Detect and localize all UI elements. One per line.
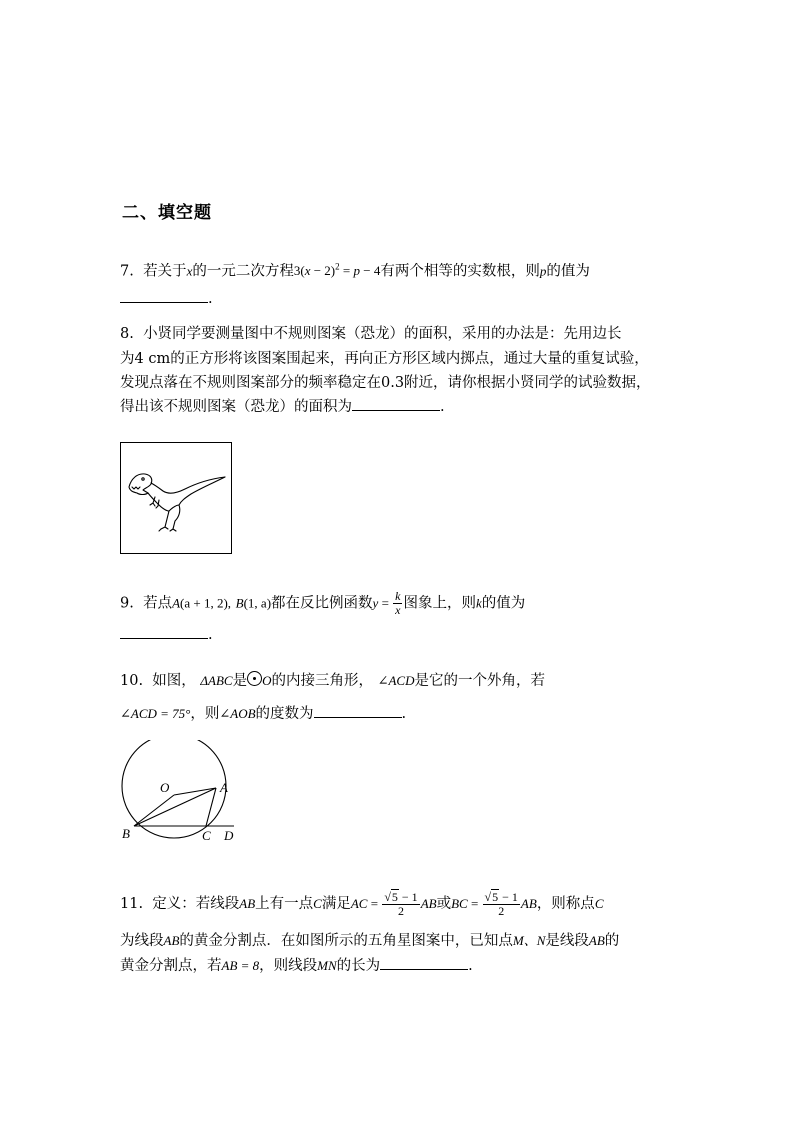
q10-text: ，则: [190, 706, 220, 722]
equation: $3(x - 2)^2 = p - 4$: [293, 262, 381, 279]
angle-label: ∠AOB: [219, 706, 256, 721]
question-7-line-2: [120, 288, 213, 310]
separator: ,: [227, 595, 232, 611]
fraction: $\frac{k}{x}$: [395, 589, 401, 617]
answer-blank[interactable]: [120, 288, 208, 303]
q11-text: ，则称点: [536, 896, 595, 912]
question-8-line-2: 为4 cm的正方形将该图案围起来，再向正方形区域内掷点，通过大量的重复试验，: [120, 351, 649, 367]
period: .: [208, 627, 213, 643]
segment-label: AB: [163, 933, 180, 948]
q9-text: 图象上，则: [403, 595, 476, 612]
point-label: C: [594, 896, 604, 911]
segment-ba: [134, 788, 216, 826]
q11-text: 的黄金分割点．在如图所示的五角星图案中，已知点: [179, 933, 513, 949]
section-title: 二、填空题: [122, 203, 212, 223]
equals: =: [467, 896, 482, 911]
question-11-line-3: [120, 955, 473, 977]
segment-label: BC: [451, 896, 468, 911]
question-number: 8.: [120, 326, 134, 342]
question-11-line-1: [120, 890, 603, 918]
math-var: x: [186, 263, 193, 279]
question-number: 9.: [120, 595, 134, 612]
segment-label: AB: [520, 896, 537, 911]
q10-text: 的内接三角形，: [271, 673, 373, 689]
q7-text: 有两个相等的实数根，则: [380, 263, 540, 280]
q8-text: 得出该不规则图案（恐龙）的面积为: [120, 399, 352, 415]
segment-label: AB: [239, 896, 256, 911]
math-var: p: [539, 263, 547, 279]
q7-text: 若关于: [143, 263, 187, 280]
period: .: [208, 291, 213, 307]
segment-label: AC: [350, 896, 368, 911]
label-b: B: [122, 826, 130, 841]
q9-text: 若点: [143, 595, 173, 612]
q11-text: 黄金分割点，若: [120, 958, 222, 974]
label-d: D: [224, 828, 234, 843]
circle-center-label: O: [262, 673, 272, 688]
q10-text: 是: [232, 673, 248, 689]
circle-figure: [112, 740, 242, 846]
q11-text: ，则线段: [259, 958, 318, 974]
q11-text: 或: [436, 896, 452, 912]
answer-blank[interactable]: [314, 703, 402, 718]
question-number: 11.: [120, 896, 144, 912]
period: .: [468, 958, 473, 974]
label-o: O: [160, 780, 170, 795]
equals: =: [378, 595, 393, 611]
question-8-line-4: [120, 396, 445, 418]
point-label: B: [235, 595, 244, 611]
circle-symbol: [247, 671, 262, 686]
question-9-line-1: [120, 590, 525, 617]
q11-text: 为线段: [120, 933, 164, 949]
point-label: A: [172, 595, 181, 611]
question-10-line-1: [120, 670, 545, 692]
golden-ratio-fraction: $\frac{√5 - 1}{2}$: [384, 889, 418, 918]
q9-text: 的值为: [481, 595, 526, 612]
answer-blank[interactable]: [352, 396, 440, 411]
point-labels: M、N: [512, 933, 546, 948]
segment-ac: [206, 788, 216, 826]
question-10-line-2: [120, 703, 406, 725]
coords: (1, a): [243, 595, 272, 611]
q11-text: 是线段: [545, 933, 589, 949]
equals: =: [367, 896, 382, 911]
q11-text: 定义：若线段: [152, 896, 240, 912]
answer-blank[interactable]: [120, 624, 208, 639]
segment-label: AB: [420, 896, 437, 911]
angle-equation: ∠ACD = 75°: [120, 706, 191, 721]
golden-ratio-fraction: $\frac{√5 - 1}{2}$: [484, 889, 518, 918]
q8-text: 小贤同学要测量图中不规则图案（恐龙）的面积，采用的办法是：先用边长: [143, 326, 622, 342]
q11-text: 上有一点: [255, 896, 314, 912]
dinosaur-figure: [120, 442, 232, 554]
segment-label: AB: [588, 933, 605, 948]
q10-text: 如图，: [152, 673, 196, 689]
question-9-line-2: [120, 624, 213, 646]
angle-label: ∠ACD: [377, 673, 415, 688]
q11-text: 的长为: [336, 958, 381, 974]
question-number: 10.: [120, 673, 144, 689]
triangle-label: ΔABC: [200, 673, 233, 688]
question-8-line-3: 发现点落在不规则图案部分的频率稳定在0.3附近，请你根据小贤同学的试验数据，: [120, 375, 651, 391]
q11-text: 满足: [321, 896, 351, 912]
question-7-line-1: [120, 256, 590, 282]
question-11-line-2: [120, 930, 619, 952]
q9-text: 都在反比例函数: [271, 595, 373, 612]
q10-text: 是它的一个外角，若: [414, 673, 545, 689]
label-c: C: [202, 828, 211, 843]
label-a: A: [220, 780, 228, 795]
answer-blank[interactable]: [380, 955, 468, 970]
coords: (a + 1, 2): [180, 595, 228, 611]
question-number: 7.: [120, 263, 134, 280]
segment-label: MN: [317, 958, 337, 973]
question-8-line-1: [120, 323, 622, 345]
dinosaur-drawing: [121, 443, 231, 553]
segment-equation: AB = 8: [221, 958, 260, 973]
q10-text: 的度数为: [255, 706, 314, 722]
point-label: C: [313, 896, 322, 911]
q11-text: 的: [604, 933, 620, 949]
q7-text: 的值为: [546, 263, 590, 280]
math-var: y: [372, 595, 379, 611]
math-var: k: [475, 595, 482, 611]
period: .: [440, 399, 445, 415]
q7-text: 的一元二次方程: [192, 263, 294, 280]
period: .: [401, 706, 407, 722]
